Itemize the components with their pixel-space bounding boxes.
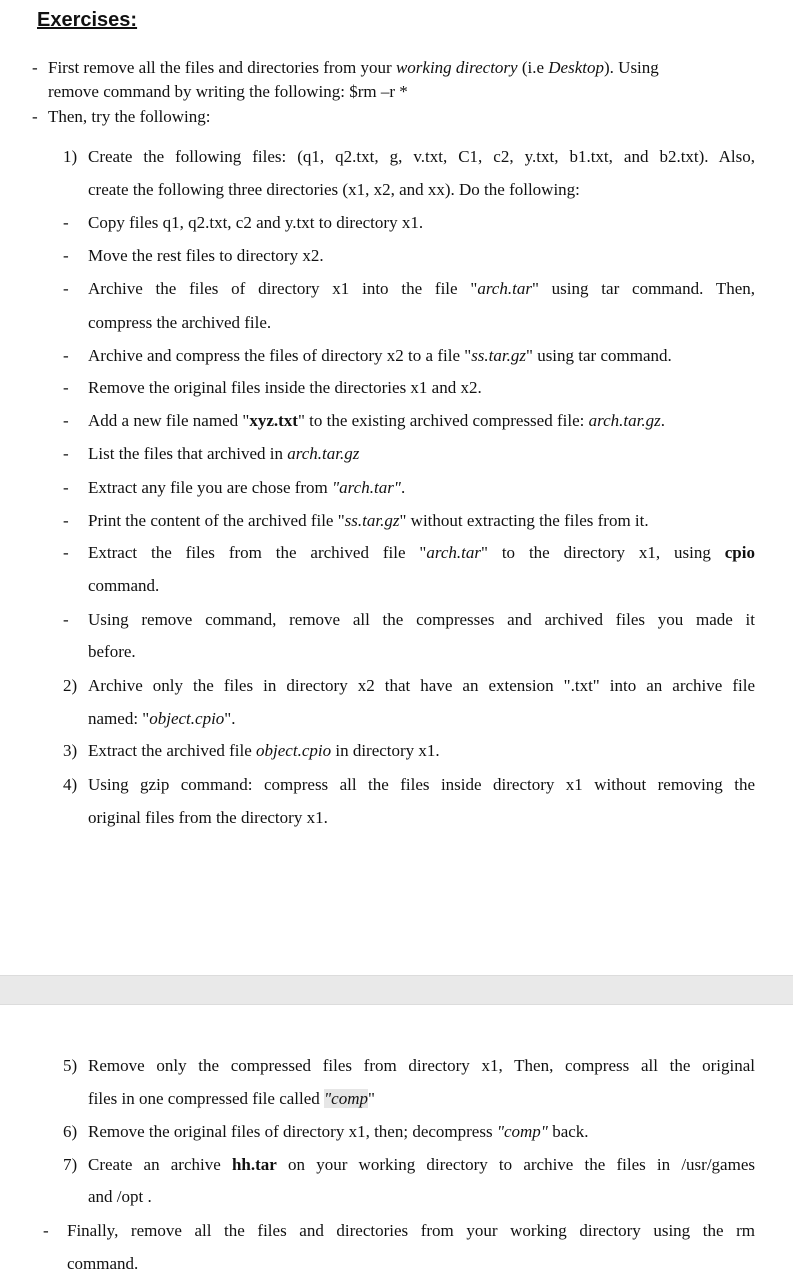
bullet-dash: -: [63, 610, 69, 629]
final-line-2: command.: [67, 1254, 139, 1273]
page-separator: [0, 975, 793, 1005]
task-number: 7): [63, 1155, 78, 1174]
task2-line-1: Archive only the files in directory x2 that have an extension ".txt" into an archive file: [88, 676, 755, 695]
bullet-dash: -: [63, 346, 69, 365]
bullet-dash: -: [63, 378, 69, 397]
final-line-1: Finally, remove all the files and directories from your working directory using the rm: [67, 1221, 755, 1240]
bullet-dash: -: [63, 478, 69, 497]
bullet-dash: -: [32, 107, 38, 126]
subtask-2: Move the rest files to directory x2.: [88, 246, 324, 265]
subtask-5: Remove the original files inside the directories x1 and x2.: [88, 378, 482, 397]
subtask-4: Archive and compress the files of directory x2 to a file "ss.tar.gz" using tar command.: [88, 346, 672, 365]
subtask-7: List the files that archived in arch.tar.gz: [88, 444, 360, 463]
subtask-11-cont: before.: [88, 642, 136, 661]
subtask-6: Add a new file named "xyz.txt" to the existing archived compressed file: arch.tar.gz.: [88, 411, 665, 430]
task3-line: Extract the archived file object.cpio in directory x1.: [88, 741, 440, 760]
task7-line-2: and /opt .: [88, 1187, 152, 1206]
bullet-dash: -: [63, 246, 69, 265]
subtask-8: Extract any file you are chose from "arch.tar".: [88, 478, 406, 497]
task7-line-1: Create an archive hh.tar on your working directory to archive the files in /usr/games: [88, 1155, 755, 1174]
bullet-dash: -: [32, 58, 38, 77]
bullet-dash: -: [63, 411, 69, 430]
subtask-3-cont: compress the archived file.: [88, 313, 272, 332]
subtask-3: Archive the files of directory x1 into the file "arch.tar" using tar command. Then,: [88, 279, 755, 298]
page-title: Exercises:: [37, 9, 138, 31]
task-number: 3): [63, 741, 78, 760]
subtask-10-cont: command.: [88, 576, 160, 595]
task-number: 6): [63, 1122, 78, 1141]
intro-line-2: remove command by writing the following: $rm –r *: [48, 82, 408, 101]
subtask-11: Using remove command, remove all the compresses and archived files you made it: [88, 610, 755, 629]
task2-line-2: named: "object.cpio".: [88, 709, 236, 728]
task-number: 2): [63, 676, 78, 695]
task6-line: Remove the original files of directory x1, then; decompress "comp" back.: [88, 1122, 589, 1141]
bullet-dash: -: [63, 213, 69, 232]
bullet-dash: -: [43, 1221, 49, 1240]
bullet-dash: -: [63, 511, 69, 530]
task4-line-1: Using gzip command: compress all the files inside directory x1 without removing the: [88, 775, 755, 794]
bullet-dash: -: [63, 543, 69, 562]
task-number: 4): [63, 775, 78, 794]
task-number: 1): [63, 147, 78, 166]
task-number: 5): [63, 1056, 78, 1075]
task1-line-1: Create the following files: (q1, q2.txt, g, v.txt, C1, c2, y.txt, b1.txt, and b2.txt). Also,: [88, 147, 755, 166]
subtask-9: Print the content of the archived file "ss.tar.gz" without extracting the files from it.: [88, 511, 649, 530]
intro-line-1: First remove all the files and directories from your working directory (i.e Desktop). Using: [48, 58, 659, 77]
task5-line-2: files in one compressed file called "comp": [88, 1089, 375, 1108]
subtask-10: Extract the files from the archived file "arch.tar" to the directory x1, using cpio: [88, 543, 755, 562]
task4-line-2: original files from the directory x1.: [88, 808, 328, 827]
task5-line-1: Remove only the compressed files from directory x1, Then, compress all the original: [88, 1056, 755, 1075]
bullet-dash: -: [63, 279, 69, 298]
intro-line-3: Then, try the following:: [48, 107, 211, 126]
bullet-dash: -: [63, 444, 69, 463]
subtask-1: Copy files q1, q2.txt, c2 and y.txt to directory x1.: [88, 213, 424, 232]
task1-line-2: create the following three directories (x1, x2, and xx). Do the following:: [88, 180, 580, 199]
